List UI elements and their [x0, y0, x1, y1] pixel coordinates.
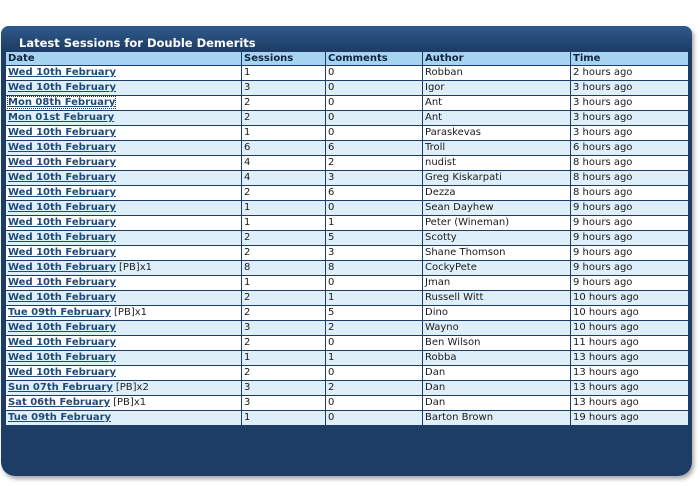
- session-date-link[interactable]: Wed 10th February: [8, 352, 117, 363]
- table-row: [6, 156, 688, 170]
- session-date-link[interactable]: Wed 10th February: [8, 82, 117, 93]
- table-row: [6, 381, 688, 395]
- sessions-cell: 1: [242, 351, 325, 365]
- header-date: Date: [6, 52, 241, 65]
- panel-title: Latest Sessions for Double Demerits: [19, 36, 256, 50]
- time-cell: 8 hours ago: [571, 186, 688, 200]
- sessions-cell: 1: [242, 66, 325, 80]
- time-cell: 10 hours ago: [571, 306, 688, 320]
- comments-cell: 0: [326, 396, 422, 410]
- author-cell: Dino: [423, 306, 570, 320]
- session-date-link[interactable]: Wed 10th February: [8, 232, 117, 243]
- time-cell: 9 hours ago: [571, 261, 688, 275]
- time-cell: 6 hours ago: [571, 141, 688, 155]
- date-cell: [6, 366, 241, 380]
- comments-cell: 8: [326, 261, 422, 275]
- date-cell: [6, 336, 241, 350]
- sessions-cell: 1: [242, 276, 325, 290]
- sessions-panel: [1, 26, 692, 476]
- session-date-link[interactable]: Wed 10th February: [8, 277, 117, 288]
- date-cell: [6, 96, 241, 110]
- date-cell: [6, 291, 241, 305]
- date-cell: [6, 156, 241, 170]
- date-cell: [6, 81, 241, 95]
- date-cell: [6, 201, 241, 215]
- comments-cell: 0: [326, 96, 422, 110]
- sessions-cell: 1: [242, 411, 325, 425]
- date-cell: [6, 66, 241, 80]
- author-cell: CockyPete: [423, 261, 570, 275]
- author-cell: Barton Brown: [423, 411, 570, 425]
- comments-cell: 1: [326, 216, 422, 230]
- time-cell: 8 hours ago: [571, 156, 688, 170]
- date-cell: [6, 111, 241, 125]
- time-cell: 13 hours ago: [571, 351, 688, 365]
- session-date-link[interactable]: Wed 10th February: [8, 157, 117, 168]
- author-cell: Russell Witt: [423, 291, 570, 305]
- author-cell: Peter (Wineman): [423, 216, 570, 230]
- author-cell: Scotty: [423, 231, 570, 245]
- sessions-cell: 2: [242, 336, 325, 350]
- sessions-cell: 6: [242, 141, 325, 155]
- time-cell: 10 hours ago: [571, 321, 688, 335]
- sessions-cell: 8: [242, 261, 325, 275]
- comments-cell: 2: [326, 321, 422, 335]
- time-cell: 10 hours ago: [571, 291, 688, 305]
- session-date-link[interactable]: Tue 09th February: [8, 307, 112, 318]
- sessions-cell: 2: [242, 306, 325, 320]
- table-row: [6, 321, 688, 335]
- header-time: Time: [571, 52, 688, 65]
- author-cell: Shane Thomson: [423, 246, 570, 260]
- table-header-row: [6, 52, 688, 65]
- sessions-cell: 3: [242, 381, 325, 395]
- date-cell: [6, 171, 241, 185]
- date-cell: [6, 261, 241, 275]
- table-row: [6, 231, 688, 245]
- table-row: [6, 126, 688, 140]
- date-cell: [6, 321, 241, 335]
- sessions-cell: 2: [242, 186, 325, 200]
- sessions-cell: 2: [242, 231, 325, 245]
- table-row: [6, 276, 688, 290]
- sessions-cell: 3: [242, 81, 325, 95]
- session-date-link[interactable]: Wed 10th February: [8, 337, 117, 348]
- author-cell: Ben Wilson: [423, 336, 570, 350]
- table-row: [6, 171, 688, 185]
- time-cell: 8 hours ago: [571, 171, 688, 185]
- comments-cell: 0: [326, 201, 422, 215]
- header-comments: Comments: [326, 52, 422, 65]
- comments-cell: 3: [326, 171, 422, 185]
- table-row: [6, 396, 688, 410]
- time-cell: 9 hours ago: [571, 231, 688, 245]
- table-row: [6, 81, 688, 95]
- date-cell: [6, 306, 241, 320]
- sessions-cell: 3: [242, 396, 325, 410]
- session-date-link[interactable]: Wed 10th February: [8, 292, 117, 303]
- comments-cell: 0: [326, 111, 422, 125]
- comments-cell: 0: [326, 81, 422, 95]
- comments-cell: 0: [326, 411, 422, 425]
- date-cell: [6, 381, 241, 395]
- pb-badge: [PB]x1: [113, 397, 147, 408]
- time-cell: 3 hours ago: [571, 111, 688, 125]
- date-cell: [6, 411, 241, 425]
- session-date-link[interactable]: Wed 10th February: [8, 202, 117, 213]
- table-row: [6, 201, 688, 215]
- time-cell: 9 hours ago: [571, 201, 688, 215]
- comments-cell: 1: [326, 291, 422, 305]
- table-row: [6, 96, 688, 110]
- author-cell: Paraskevas: [423, 126, 570, 140]
- sessions-cell: 1: [242, 201, 325, 215]
- session-date-link[interactable]: Wed 10th February: [8, 142, 117, 153]
- sessions-cell: 4: [242, 171, 325, 185]
- comments-cell: 0: [326, 66, 422, 80]
- date-cell: [6, 126, 241, 140]
- sessions-cell: 1: [242, 126, 325, 140]
- date-cell: [6, 141, 241, 155]
- author-cell: Dan: [423, 366, 570, 380]
- date-cell: [6, 186, 241, 200]
- comments-cell: 5: [326, 306, 422, 320]
- table-row: [6, 306, 688, 320]
- sessions-cell: 2: [242, 291, 325, 305]
- header-sessions: Sessions: [242, 52, 325, 65]
- session-date-link[interactable]: Tue 09th February: [8, 412, 112, 423]
- session-date-link[interactable]: Wed 10th February: [8, 187, 117, 198]
- author-cell: Robban: [423, 66, 570, 80]
- time-cell: 9 hours ago: [571, 246, 688, 260]
- session-date-link[interactable]: Wed 10th February: [8, 172, 117, 183]
- sessions-cell: 2: [242, 96, 325, 110]
- time-cell: 3 hours ago: [571, 96, 688, 110]
- table-row: [6, 246, 688, 260]
- sessions-cell: 2: [242, 366, 325, 380]
- table-row: [6, 366, 688, 380]
- author-cell: Wayno: [423, 321, 570, 335]
- time-cell: 2 hours ago: [571, 66, 688, 80]
- time-cell: 3 hours ago: [571, 81, 688, 95]
- comments-cell: 0: [326, 366, 422, 380]
- session-date-link[interactable]: Wed 10th February: [8, 262, 117, 273]
- sessions-cell: 2: [242, 246, 325, 260]
- session-date-link[interactable]: Wed 10th February: [8, 67, 117, 78]
- comments-cell: 2: [326, 381, 422, 395]
- table-row: [6, 216, 688, 230]
- date-cell: [6, 231, 241, 245]
- table-row: [6, 351, 688, 365]
- author-cell: Sean Dayhew: [423, 201, 570, 215]
- table-row: [6, 186, 688, 200]
- table-row: [6, 411, 688, 425]
- date-cell: [6, 216, 241, 230]
- time-cell: 13 hours ago: [571, 381, 688, 395]
- table-row: [6, 111, 688, 125]
- time-cell: 9 hours ago: [571, 276, 688, 290]
- date-cell: [6, 246, 241, 260]
- table-row: [6, 261, 688, 275]
- time-cell: 13 hours ago: [571, 396, 688, 410]
- header-author: Author: [423, 52, 570, 65]
- author-cell: Troll: [423, 141, 570, 155]
- author-cell: Robba: [423, 351, 570, 365]
- table-row: [6, 66, 688, 80]
- table-row: [6, 291, 688, 305]
- table-row: [6, 336, 688, 350]
- author-cell: Dan: [423, 396, 570, 410]
- date-cell: [6, 351, 241, 365]
- author-cell: Dezza: [423, 186, 570, 200]
- session-date-link[interactable]: Wed 10th February: [8, 367, 117, 378]
- pb-badge: [PB]x1: [119, 262, 152, 273]
- session-date-link[interactable]: Wed 10th February: [8, 217, 117, 228]
- time-cell: 13 hours ago: [571, 366, 688, 380]
- sessions-cell: 2: [242, 111, 325, 125]
- session-date-link[interactable]: Wed 10th February: [8, 247, 117, 258]
- comments-cell: 6: [326, 141, 422, 155]
- author-cell: Ant: [423, 111, 570, 125]
- session-date-link[interactable]: Mon 01st February: [8, 112, 115, 123]
- session-date-link[interactable]: Mon 08th February: [8, 97, 116, 108]
- comments-cell: 5: [326, 231, 422, 245]
- author-cell: Greg Kiskarpati: [423, 171, 570, 185]
- comments-cell: 0: [326, 336, 422, 350]
- time-cell: 19 hours ago: [571, 411, 688, 425]
- pb-badge: [PB]x2: [115, 382, 149, 393]
- comments-cell: 6: [326, 186, 422, 200]
- sessions-cell: 1: [242, 216, 325, 230]
- time-cell: 11 hours ago: [571, 336, 688, 350]
- comments-cell: 3: [326, 246, 422, 260]
- comments-cell: 2: [326, 156, 422, 170]
- author-cell: Ant: [423, 96, 570, 110]
- session-date-link[interactable]: Wed 10th February: [8, 322, 117, 333]
- comments-cell: 0: [326, 276, 422, 290]
- author-cell: nudist: [423, 156, 570, 170]
- table-row: [6, 141, 688, 155]
- session-date-link[interactable]: Sun 07th February: [8, 382, 113, 393]
- comments-cell: 0: [326, 126, 422, 140]
- sessions-cell: 4: [242, 156, 325, 170]
- pb-badge: [PB]x1: [114, 307, 148, 318]
- session-date-link[interactable]: Wed 10th February: [8, 127, 117, 138]
- date-cell: [6, 396, 241, 410]
- author-cell: Igor: [423, 81, 570, 95]
- date-cell: [6, 276, 241, 290]
- sessions-table: [5, 51, 689, 426]
- author-cell: Dan: [423, 381, 570, 395]
- comments-cell: 1: [326, 351, 422, 365]
- time-cell: 3 hours ago: [571, 126, 688, 140]
- author-cell: Jman: [423, 276, 570, 290]
- sessions-cell: 3: [242, 321, 325, 335]
- time-cell: 9 hours ago: [571, 216, 688, 230]
- session-date-link[interactable]: Sat 06th February: [8, 397, 111, 408]
